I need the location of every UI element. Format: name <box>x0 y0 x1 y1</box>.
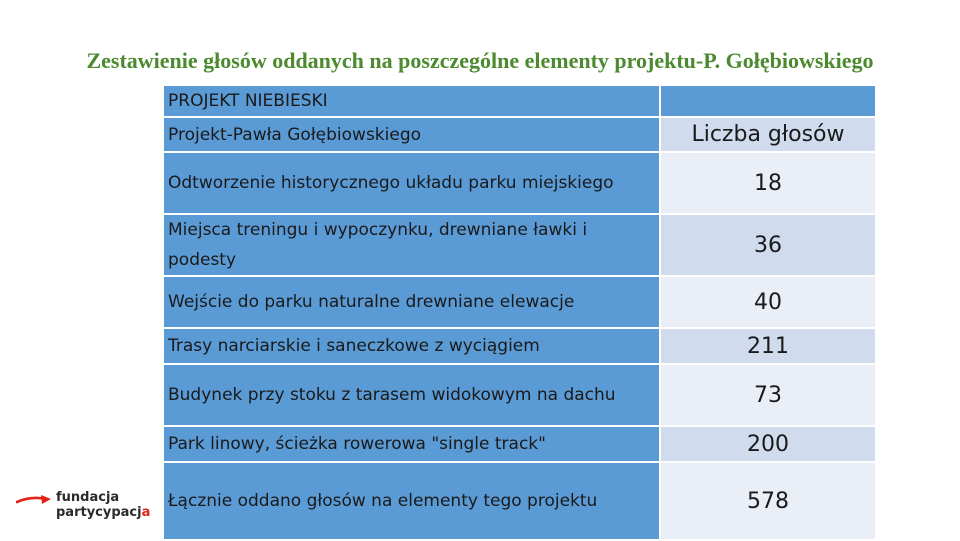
project-author-cell: Projekt-Pawła Gołębiowskiego <box>163 117 660 152</box>
vote-count-header: Liczba głosów <box>660 117 876 152</box>
element-votes: 36 <box>660 214 876 276</box>
table-row <box>163 364 876 426</box>
logo-line-1: fundacja <box>56 490 120 505</box>
element-label: Wejście do parku naturalne drewniane elewacje <box>163 276 660 328</box>
logo-line-2-main: partycypacj <box>56 505 142 520</box>
project-name-cell: PROJEKT NIEBIESKI <box>163 85 660 117</box>
table-total-row <box>163 462 876 540</box>
table-row <box>163 152 876 214</box>
table-row <box>163 426 876 462</box>
slide-title: Zestawienie głosów oddanych na poszczególne elementy projektu-P. Gołębiowskiego <box>86 48 874 73</box>
element-label: Park linowy, ścieżka rowerowa "single track" <box>163 426 660 462</box>
logo-text <box>56 490 150 520</box>
arrow-icon <box>16 494 54 508</box>
element-votes: 73 <box>660 364 876 426</box>
table-row <box>163 214 876 276</box>
element-label: Miejsca treningu i wypoczynku, drewniane ławki i podesty <box>163 214 660 276</box>
element-votes: 211 <box>660 328 876 364</box>
logo-line-2 <box>56 505 150 520</box>
element-label: Odtworzenie historycznego układu parku miejskiego <box>163 152 660 214</box>
element-votes: 18 <box>660 152 876 214</box>
votes-table <box>162 84 877 541</box>
table-subheader-row <box>163 117 876 152</box>
table-row <box>163 276 876 328</box>
element-label: Trasy narciarskie i saneczkowe z wyciągiem <box>163 328 660 364</box>
total-label: Łącznie oddano głosów na elementy tego projektu <box>163 462 660 540</box>
table-row <box>163 328 876 364</box>
total-votes: 578 <box>660 462 876 540</box>
table-header-row <box>163 85 876 117</box>
element-votes: 200 <box>660 426 876 462</box>
logo-line-2-accent: a <box>141 505 151 520</box>
header-blank-cell <box>660 85 876 117</box>
element-label: Budynek przy stoku z tarasem widokowym na dachu <box>163 364 660 426</box>
fundacja-partycypacja-logo <box>16 488 166 524</box>
element-votes: 40 <box>660 276 876 328</box>
